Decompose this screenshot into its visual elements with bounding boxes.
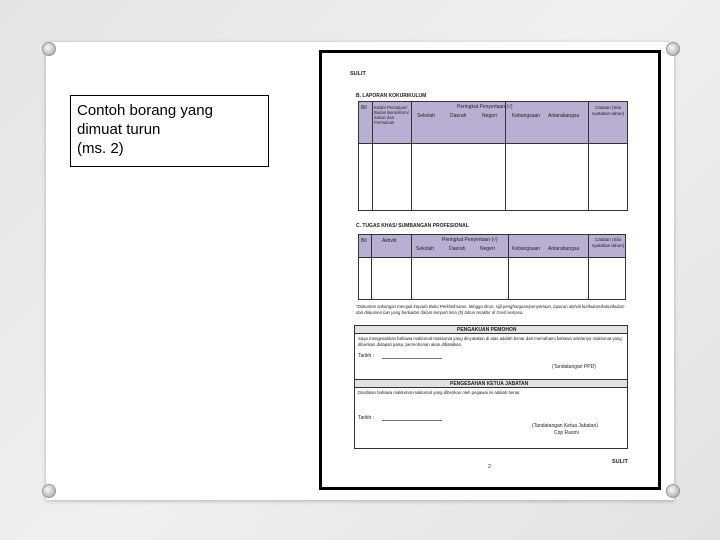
tarikh-line bbox=[382, 420, 442, 421]
pengakuan-text: Saya mengesahkan bahawa maklumat-maklumat yang dinyatakan di atas adalah benar dan memahami bahawa sekiranya maklumat yang diberikan didapati palsu, permohonan akan dibatalkan. bbox=[358, 336, 622, 347]
doc-footer-label: SULIT bbox=[612, 459, 628, 465]
level-label: Daerah bbox=[449, 246, 466, 252]
caption-line: dimuat turun bbox=[77, 121, 161, 138]
supporting-docs-note: *Dokumen sokongan merujuk kepada Buku Perkhidmatan, Minggu Iliran, sijil penghargaan/penyertaan, laporan aktiviti kurikulum/kokurikulum dan dokumen lain yang berkaitan dalam tempoh lima (5) tahun terakhir di Gred semasa. bbox=[356, 304, 625, 315]
sign-label: (Tandatangan PPD) bbox=[552, 364, 596, 370]
section-c-title: C. TUGAS KHAS/ SUMBANGAN PROFESIONAL bbox=[356, 223, 469, 229]
col-peringkat: Peringkat Penyertaan (√) bbox=[442, 237, 498, 243]
tarikh-label: Tarikh : bbox=[358, 415, 375, 421]
col-catatan: Catatan (Sila nyatakan tahun) bbox=[591, 105, 625, 116]
corner-pin-icon bbox=[42, 484, 56, 498]
level-label: Negeri bbox=[482, 113, 497, 119]
form-document bbox=[319, 50, 661, 490]
table-divider bbox=[508, 234, 509, 300]
col-aktiviti: Aktiviti bbox=[382, 238, 397, 244]
caption-box bbox=[70, 95, 269, 167]
col-catatan: Catatan (Sila nyatakan tahun) bbox=[591, 237, 625, 248]
col-peringkat: Peringkat Penyertaan (√) bbox=[457, 104, 513, 110]
col-kelab: Kelab/ Persatuan/ Badan Beruniform/ Sukan dan Permainan bbox=[374, 105, 409, 125]
caption-line: Contoh borang yang bbox=[77, 102, 213, 119]
tarikh-line bbox=[382, 358, 442, 359]
level-label: Antarabangsa bbox=[548, 246, 580, 252]
table-divider bbox=[588, 234, 589, 300]
tarikh-label: Tarikh : bbox=[358, 353, 375, 359]
pengesahan-text: Disahkan bahawa maklumat-maklumat yang diberikan oleh pegawai ini adalah benar. bbox=[358, 390, 521, 395]
section-c-table bbox=[358, 234, 626, 300]
table-divider bbox=[411, 234, 412, 300]
corner-pin-icon bbox=[666, 42, 680, 56]
level-label: Daerah bbox=[450, 113, 467, 119]
table-divider bbox=[358, 257, 626, 258]
col-bil: Bil bbox=[361, 238, 367, 244]
level-label: Antarabangsa bbox=[548, 113, 580, 119]
cop-label: Cop Rasmi bbox=[554, 430, 579, 436]
col-bil: Bil bbox=[361, 105, 367, 111]
table-divider bbox=[505, 101, 506, 211]
table-divider bbox=[371, 234, 372, 300]
level-label: Kebangsaan bbox=[512, 246, 541, 252]
box-divider bbox=[354, 387, 628, 388]
caption-line: (ms. 2) bbox=[77, 140, 124, 157]
section-b-title: B. LAPORAN KOKURIKULUM bbox=[356, 93, 427, 99]
pengakuan-title: PENGAKUAN PEMOHON bbox=[457, 327, 517, 333]
table-divider bbox=[588, 101, 589, 211]
page-number: 2 bbox=[488, 464, 491, 470]
level-label: Sekolah bbox=[417, 113, 436, 119]
box-divider bbox=[354, 333, 628, 334]
level-label: Sekolah bbox=[416, 246, 435, 252]
level-label: Negeri bbox=[480, 246, 495, 252]
table-divider bbox=[372, 101, 373, 211]
sign-label: (Tandatangan Ketua Jabatan) bbox=[532, 423, 598, 429]
corner-pin-icon bbox=[666, 484, 680, 498]
pengesahan-title: PENGESAHAN KETUA JABATAN bbox=[450, 381, 529, 387]
level-label: Kebangsaan bbox=[512, 113, 541, 119]
doc-header-label: SULIT bbox=[350, 71, 366, 77]
table-divider bbox=[411, 101, 412, 211]
corner-pin-icon bbox=[42, 42, 56, 56]
